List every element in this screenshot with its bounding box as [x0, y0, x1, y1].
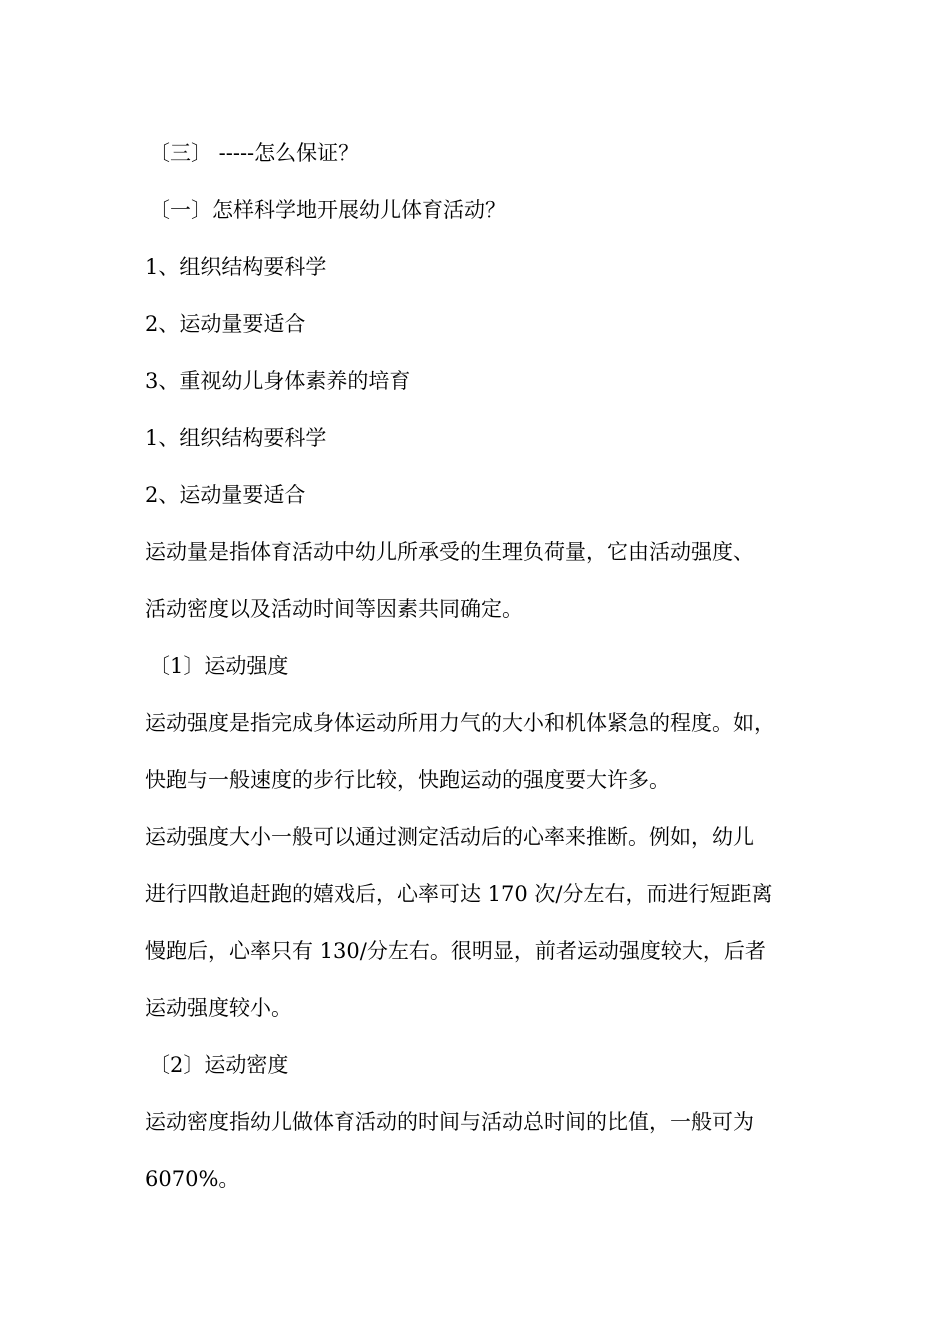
list-item: 2、运动量要适合 [145, 312, 306, 336]
list-item: 2、运动量要适合 [145, 483, 306, 507]
subheading: 〔1〕运动强度 [149, 654, 289, 678]
list-item: 1、组织结构要科学 [145, 426, 327, 450]
paragraph-line: 慢跑后，心率只有 130/分左右。很明显，前者运动强度较大，后者 [145, 939, 766, 963]
paragraph-line: 进行四散追赶跑的嬉戏后，心率可达 170 次/分左右，而进行短距离 [145, 882, 773, 906]
document-body [145, 135, 845, 1218]
paragraph-line: 活动密度以及活动时间等因素共同确定。 [145, 597, 523, 621]
list-item: 1、组织结构要科学 [145, 255, 327, 279]
paragraph-line: 运动强度是指完成身体运动所用力气的大小和机体紧急的程度。如， [145, 711, 775, 735]
paragraph-line: 运动强度较小。 [145, 996, 292, 1020]
paragraph-line: 运动量是指体育活动中幼儿所承受的生理负荷量，它由活动强度、 [145, 540, 754, 564]
paragraph-line: 运动强度大小一般可以通过测定活动后的心率来推断。例如，幼儿 [145, 825, 754, 849]
section-heading-1: 〔一〕怎样科学地开展幼儿体育活动？ [149, 198, 506, 222]
paragraph-line: 快跑与一般速度的步行比较，快跑运动的强度要大许多。 [145, 768, 670, 792]
paragraph-line: 运动密度指幼儿做体育活动的时间与活动总时间的比值，一般可为 [145, 1110, 754, 1134]
list-item: 3、重视幼儿身体素养的培育 [145, 369, 411, 393]
subheading: 〔2〕运动密度 [149, 1053, 289, 1077]
paragraph-line: 6070%。 [145, 1167, 240, 1191]
section-heading-3: 〔三〕 -----怎么保证？ [149, 141, 360, 165]
